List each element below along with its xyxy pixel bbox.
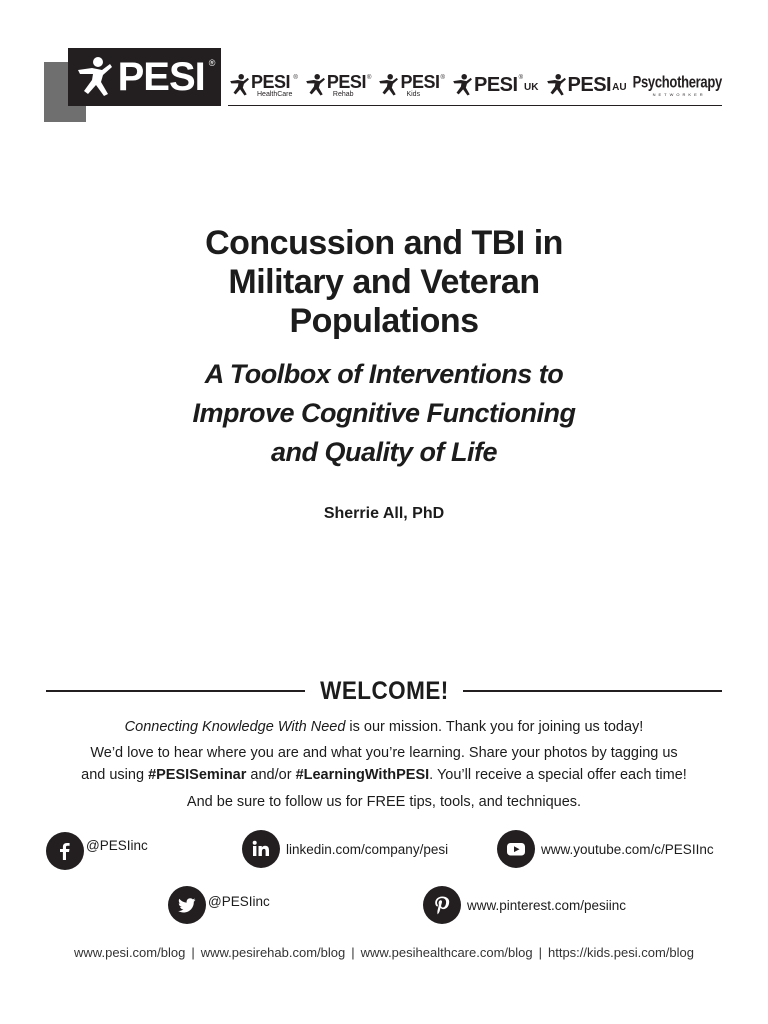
mission-rest: is our mission. Thank you for joining us today! xyxy=(345,719,644,735)
subtitle-line: Improve Cognitive Functioning xyxy=(192,398,576,428)
main-logo-text: PESI xyxy=(117,55,205,99)
runner-figure-icon xyxy=(451,73,473,97)
brand-sub: AU xyxy=(612,82,627,93)
pesi-main-logo[interactable] xyxy=(68,48,221,106)
brand-logo-uk[interactable] xyxy=(451,73,538,97)
brand-sub: UK xyxy=(523,82,539,93)
share-paragraph xyxy=(40,742,728,786)
facebook-handle: @PESIinc xyxy=(86,838,148,853)
runner-figure-icon xyxy=(228,73,250,97)
header-rule xyxy=(228,105,722,106)
footer-blog-links xyxy=(40,945,728,960)
brand-name: PESI xyxy=(251,71,291,92)
footer-separator: | xyxy=(191,945,195,960)
footer-separator: | xyxy=(351,945,355,960)
brand-mark: ® xyxy=(293,74,298,81)
brand-sub: NETWORKER xyxy=(652,91,706,97)
brand-sub: HealthCare xyxy=(257,90,293,98)
twitter-icon xyxy=(168,886,206,924)
runner-figure-icon xyxy=(74,56,114,98)
footer-separator: | xyxy=(538,945,542,960)
footer-link-pesi-blog[interactable]: www.pesi.com/blog xyxy=(74,945,186,960)
footer-link-pesihealthcare-blog[interactable]: www.pesihealthcare.com/blog xyxy=(360,945,533,960)
brand-logo-rehab[interactable] xyxy=(304,73,371,98)
youtube-url: www.youtube.com/c/PESIInc xyxy=(541,841,714,857)
brand-name: PESI xyxy=(326,71,366,92)
hashtag-pesiseminar: #PESISeminar xyxy=(148,767,247,783)
brand-mark: ® xyxy=(518,75,523,81)
title-line: Populations xyxy=(289,302,479,340)
divider-right xyxy=(463,690,722,692)
welcome-heading: WELCOME! xyxy=(319,676,449,705)
subtitle-line: A Toolbox of Interventions to xyxy=(204,359,564,389)
document-title xyxy=(84,224,684,341)
title-line: Concussion and TBI in xyxy=(205,224,563,262)
divider-left xyxy=(46,690,305,692)
follow-line: And be sure to follow us for FREE tips, tools, and techniques. xyxy=(186,794,582,810)
youtube-link[interactable] xyxy=(497,830,714,868)
twitter-link[interactable] xyxy=(168,886,270,924)
mission-line xyxy=(40,716,728,738)
brand-name: Psychotherapy xyxy=(632,71,722,91)
twitter-handle: @PESIinc xyxy=(208,894,270,909)
runner-figure-icon xyxy=(304,73,326,97)
linkedin-link[interactable] xyxy=(242,830,448,868)
share-line-c: and/or xyxy=(246,767,296,783)
brand-name: PESI xyxy=(473,73,518,96)
author-name: Sherrie All, PhD xyxy=(323,505,445,522)
brand-logo-healthcare[interactable] xyxy=(228,73,298,98)
facebook-link[interactable] xyxy=(46,832,148,870)
brand-logos-row xyxy=(228,68,722,102)
document-subtitle xyxy=(84,355,684,472)
brand-mark: ® xyxy=(440,74,445,81)
subtitle-line: and Quality of Life xyxy=(270,437,497,467)
brand-sub: Kids xyxy=(406,90,421,98)
share-line-d: . You’ll receive a special offer each time! xyxy=(429,767,687,783)
mission-emphasis: Connecting Knowledge With Need xyxy=(124,719,346,735)
share-line-a: We’d love to hear where you are and what you’re learning. Share your photos by tagging us xyxy=(90,745,678,761)
pinterest-icon xyxy=(423,886,461,924)
pinterest-url: www.pinterest.com/pesiinc xyxy=(467,897,627,913)
runner-figure-icon xyxy=(545,73,567,97)
runner-figure-icon xyxy=(377,73,399,97)
brand-logo-psychotherapy-networker[interactable] xyxy=(632,71,722,97)
share-line-b: and using xyxy=(81,767,149,783)
footer-link-kids-blog[interactable]: https://kids.pesi.com/blog xyxy=(548,945,694,960)
brand-mark: ® xyxy=(366,74,372,81)
title-line: Military and Veteran xyxy=(228,263,540,301)
brand-name: PESI xyxy=(567,73,612,96)
hashtag-learningwithpesi: #LearningWithPESI xyxy=(295,767,430,783)
main-logo-mark: ® xyxy=(208,58,216,68)
youtube-icon xyxy=(497,830,535,868)
brand-logo-au[interactable] xyxy=(545,73,627,97)
brand-sub: Rehab xyxy=(332,90,354,98)
facebook-icon xyxy=(46,832,84,870)
welcome-heading-row xyxy=(46,676,722,706)
pinterest-link[interactable] xyxy=(423,886,626,924)
linkedin-icon xyxy=(242,830,280,868)
linkedin-url: linkedin.com/company/pesi xyxy=(286,841,449,857)
footer-link-pesirehab-blog[interactable]: www.pesirehab.com/blog xyxy=(200,945,346,960)
brand-name: PESI xyxy=(400,71,440,92)
brand-logo-kids[interactable] xyxy=(377,73,444,98)
